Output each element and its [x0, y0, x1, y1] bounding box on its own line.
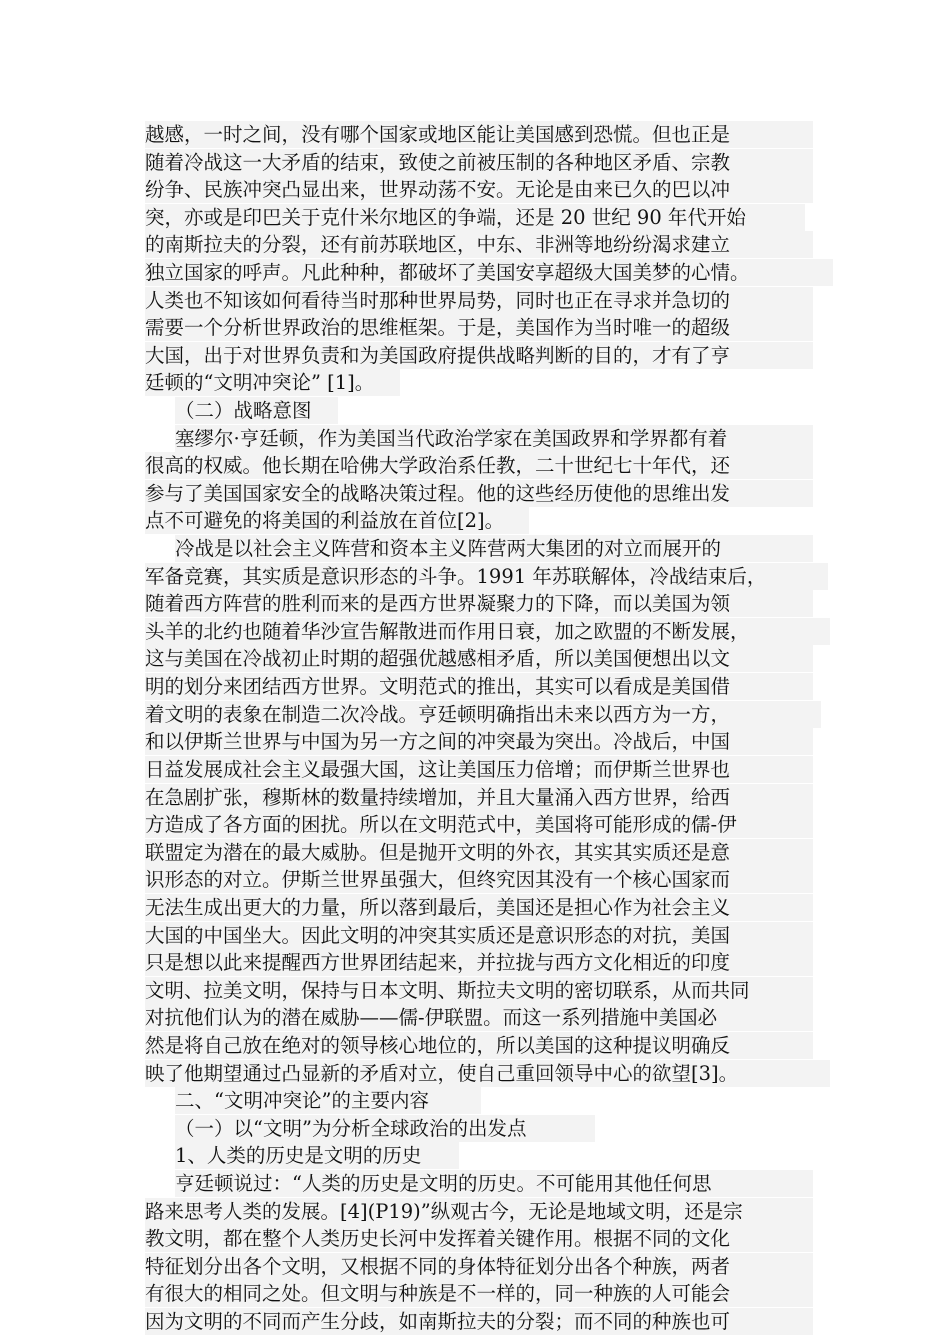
- text-line: [0, 1170, 950, 1197]
- text-line: [0, 121, 950, 148]
- text-line: [0, 507, 950, 534]
- text-content: 人类也不知该如何看待当时那种世界局势，同时也正在寻求并急切的: [145, 287, 813, 314]
- text-line: [0, 231, 950, 258]
- text-content: 然是将自己放在绝对的领导核心地位的，所以美国的这种提议明确反: [145, 1032, 813, 1059]
- text-content: 纷争、民族冲突凸显出来，世界动荡不安。无论是由来已久的巴以冲: [145, 176, 813, 203]
- section-heading: [0, 1087, 950, 1114]
- text-line: [0, 259, 950, 286]
- text-content: 军备竞赛，其实质是意识形态的斗争。1991 年苏联解体，冷战结束后，: [145, 563, 828, 590]
- text-line: [0, 618, 950, 645]
- text-line: [0, 1280, 950, 1307]
- text-content: 特征划分出各个文明，又根据不同的身体特征划分出各个种族，两者: [145, 1253, 813, 1280]
- text-content: 对抗他们认为的潜在威胁——儒-伊联盟。而这一系列措施中美国必: [145, 1004, 813, 1031]
- section-heading: [0, 1142, 950, 1169]
- text-content: 突，亦或是印巴关于克什米尔地区的争端，还是 20 世纪 90 年代开始: [145, 204, 805, 231]
- text-content: 路来思考人类的发展。[4](P19)”纵观古今，无论是地域文明，还是宗: [145, 1198, 813, 1225]
- text-line: [0, 369, 950, 396]
- text-content: 文明、拉美文明，保持与日本文明、斯拉夫文明的密切联系，从而共同: [145, 977, 813, 1004]
- text-line: [0, 922, 950, 949]
- text-line: [0, 1198, 950, 1225]
- text-content: 明的划分来团结西方世界。文明范式的推出，其实可以看成是美国借: [145, 673, 813, 700]
- text-content: 只是想以此来提醒西方世界团结起来，并拉拢与西方文化相近的印度: [145, 949, 813, 976]
- text-line: [0, 1308, 950, 1335]
- text-line: [0, 314, 950, 341]
- text-content: 有很大的相同之处。但文明与种族是不一样的，同一种族的人可能会: [145, 1280, 813, 1307]
- text-content: 廷顿的“文明冲突论” [1]。: [145, 369, 400, 396]
- text-line: [0, 949, 950, 976]
- text-line: [0, 204, 950, 231]
- text-content: 头羊的北约也随着华沙宣告解散进而作用日衰，加之欧盟的不断发展，: [145, 618, 830, 645]
- text-content: 大国的中国坐大。因此文明的冲突其实质还是意识形态的对抗，美国: [145, 922, 813, 949]
- text-line: [0, 1004, 950, 1031]
- text-content: 识形态的对立。伊斯兰世界虽强大，但终究因其没有一个核心国家而: [145, 866, 813, 893]
- text-line: [0, 977, 950, 1004]
- text-content: 和以伊斯兰世界与中国为另一方之间的冲突最为突出。冷战后，中国: [145, 728, 813, 755]
- text-line: [0, 645, 950, 672]
- text-content: 方造成了各方面的困扰。所以在文明范式中，美国将可能形成的儒-伊: [145, 811, 813, 838]
- text-content: 1、人类的历史是文明的历史: [175, 1142, 459, 1169]
- text-content: 的南斯拉夫的分裂，还有前苏联地区，中东、非洲等地纷纷渴求建立: [145, 231, 813, 258]
- text-content: 越感，一时之间，没有哪个国家或地区能让美国感到恐慌。但也正是: [145, 121, 813, 148]
- text-line: [0, 563, 950, 590]
- text-line: [0, 425, 950, 452]
- text-line: [0, 287, 950, 314]
- text-content: 参与了美国国家安全的战略决策过程。他的这些经历使他的思维出发: [145, 480, 813, 507]
- text-content: 独立国家的呼声。凡此种种，都破坏了美国安享超级大国美梦的心情。: [145, 259, 833, 286]
- text-content: 二、“文明冲突论”的主要内容: [175, 1087, 481, 1114]
- text-line: [0, 839, 950, 866]
- text-line: [0, 149, 950, 176]
- text-content: 大国，出于对世界负责和为美国政府提供战略判断的目的，才有了亨: [145, 342, 813, 369]
- text-content: 很高的权威。他长期在哈佛大学政治系任教，二十世纪七十年代，还: [145, 452, 813, 479]
- text-content: 塞缪尔·亨廷顿，作为美国当代政治学家在美国政界和学界都有着: [175, 425, 813, 452]
- text-content: （一）以“文明”为分析全球政治的出发点: [175, 1115, 595, 1142]
- text-content: 这与美国在冷战初止时期的超强优越感相矛盾，所以美国便想出以文: [145, 645, 813, 672]
- text-content: 无法生成出更大的力量，所以落到最后，美国还是担心作为社会主义: [145, 894, 813, 921]
- section-heading: [0, 397, 950, 424]
- text-line: [0, 784, 950, 811]
- text-line: [0, 1060, 950, 1087]
- text-content: 在急剧扩张，穆斯林的数量持续增加，并且大量涌入西方世界，给西: [145, 784, 813, 811]
- text-line: [0, 535, 950, 562]
- text-line: [0, 176, 950, 203]
- section-heading: [0, 1115, 950, 1142]
- text-content: 需要一个分析世界政治的思维框架。于是，美国作为当时唯一的超级: [145, 314, 813, 341]
- text-line: [0, 1032, 950, 1059]
- text-content: 日益发展成社会主义最强大国，这让美国压力倍增；而伊斯兰世界也: [145, 756, 813, 783]
- text-line: [0, 866, 950, 893]
- text-line: [0, 342, 950, 369]
- text-content: 联盟定为潜在的最大威胁。但是抛开文明的外衣，其实其实质还是意: [145, 839, 813, 866]
- text-line: [0, 894, 950, 921]
- text-content: 随着冷战这一大矛盾的结束，致使之前被压制的各种地区矛盾、宗教: [145, 149, 813, 176]
- text-line: [0, 480, 950, 507]
- text-line: [0, 701, 950, 728]
- text-line: [0, 673, 950, 700]
- text-line: [0, 452, 950, 479]
- text-line: [0, 756, 950, 783]
- text-content: 亨廷顿说过：“人类的历史是文明的历史。不可能用其他任何思: [175, 1170, 813, 1197]
- text-content: 随着西方阵营的胜利而来的是西方世界凝聚力的下降，而以美国为领: [145, 590, 813, 617]
- text-line: [0, 1225, 950, 1252]
- text-content: （二）战略意图: [175, 397, 338, 424]
- text-line: [0, 1253, 950, 1280]
- text-content: 冷战是以社会主义阵营和资本主义阵营两大集团的对立而展开的: [175, 535, 813, 562]
- text-content: 点不可避免的将美国的利益放在首位[2]。: [145, 507, 529, 534]
- text-line: [0, 590, 950, 617]
- text-line: [0, 811, 950, 838]
- text-content: 映了他期望通过凸显新的矛盾对立，使自己重回领导中心的欲望[3]。: [145, 1060, 830, 1087]
- text-line: [0, 728, 950, 755]
- text-content: 着文明的表象在制造二次冷战。亨廷顿明确指出未来以西方为一方，: [145, 701, 821, 728]
- text-content: 因为文明的不同而产生分歧，如南斯拉夫的分裂；而不同的种族也可: [145, 1308, 813, 1335]
- text-content: 教文明，都在整个人类历史长河中发挥着关键作用。根据不同的文化: [145, 1225, 813, 1252]
